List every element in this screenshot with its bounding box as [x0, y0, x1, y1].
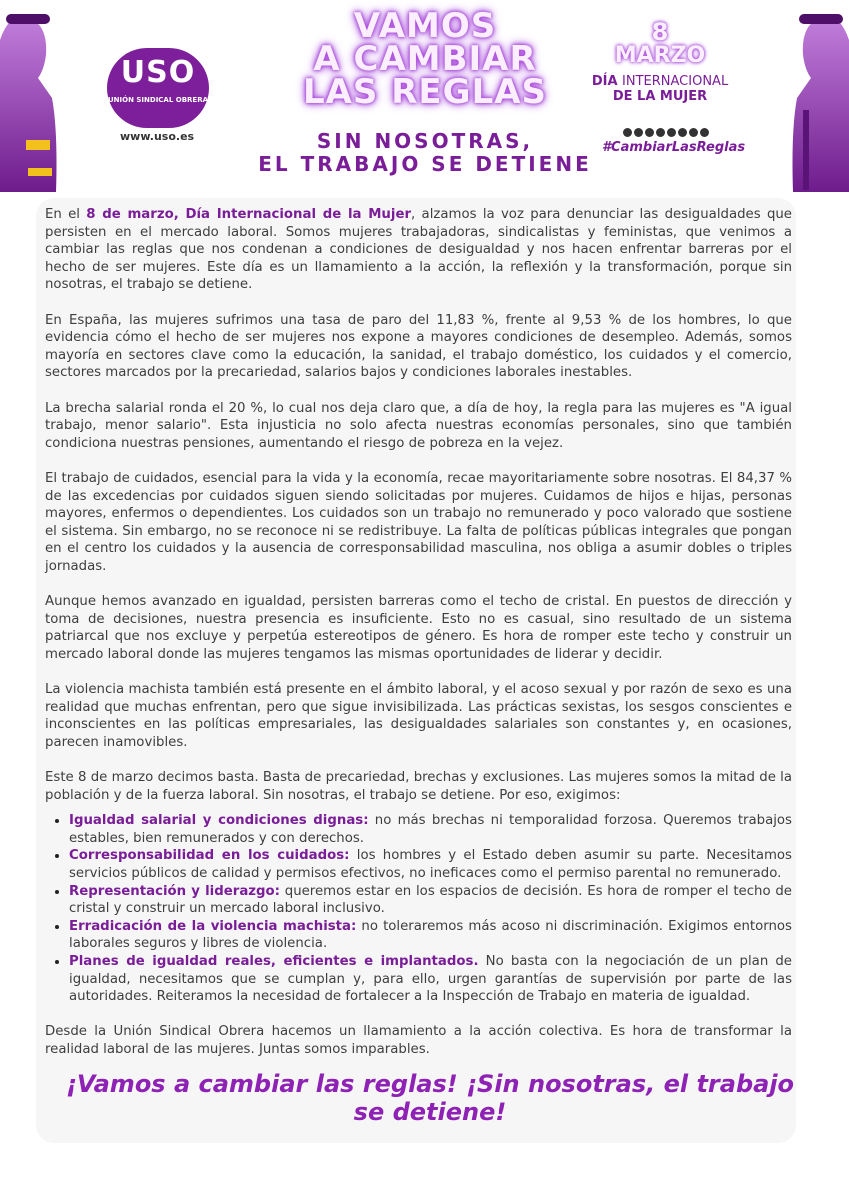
demand-title: Planes de igualdad reales, eficientes e implantados. [69, 953, 479, 969]
title-line-1: VAMOS [353, 6, 497, 46]
list-item [69, 883, 792, 918]
demand-title: Representación y liderazgo: [69, 883, 280, 899]
demand-text: queremos estar en los espacios de decisión. Es hora de romper el techo de cristal y construir un mercado laboral inclusivo. [69, 883, 792, 917]
p1-before: En el [45, 207, 87, 222]
demand-title: Corresponsabilidad en los cuidados: [69, 848, 350, 864]
list-item [69, 953, 792, 1006]
title-line-2: A CAMBIAR [313, 39, 537, 79]
title-line-3: LAS REGLAS [302, 72, 548, 112]
whatsapp-icon[interactable] [700, 128, 709, 137]
demand-text: no más brechas ni temporalidad forzosa. Queremos trabajos estables, bien remunerados y con derechos. [69, 813, 792, 846]
day-name-rest: INTERNACIONAL [622, 74, 729, 89]
youtube-icon[interactable] [656, 128, 665, 137]
paragraph-7: Este 8 de marzo decimos basta. Basta de precariedad, brechas y exclusiones. Las mujeres somos la mitad de la población y de la fuerza laboral. Sin nosotras, el trabajo se detiene. Por eso, exigimos: [45, 770, 792, 803]
day-name-prefix: DÍA [591, 74, 618, 89]
day-name-line-1 [590, 74, 730, 89]
uso-logo [107, 48, 209, 128]
logo-subtitle: UNIÓN SINDICAL OBRERA [107, 96, 209, 104]
paragraph-6: La violencia machista también está presente en el ámbito laboral, y el acoso sexual y por razón de sexo es una realidad que muchas enfrentan, pero que sigue invisibilizada. Las prácticas sexistas, los sesgos conscientes e inconscientes en las políticas empresariales, las desigualdades salariales son constantes y, en ocasiones, parecen inamovibles. [45, 682, 792, 750]
list-item [69, 812, 792, 847]
subtitle-line-1: SIN NOSOTRAS, [316, 129, 534, 153]
date-block [590, 20, 730, 104]
linkedin-icon[interactable] [667, 128, 676, 137]
paragraph-8: Desde la Unión Sindical Obrera hacemos un llamamiento a la acción colectiva. Es hora de transformar la realidad laboral de las mujeres. Juntas somos imparables. [45, 1024, 792, 1057]
day-name-line-2: DE LA MUJER [612, 89, 708, 104]
subtitle [230, 130, 620, 176]
hashtag: #CambiarLasReglas [602, 140, 746, 155]
x-icon[interactable] [645, 128, 654, 137]
tiktok-icon[interactable] [678, 128, 687, 137]
demand-text: no toleraremos más acoso ni discriminación. Exigimos entornos laborales seguros y libres de violencia. [69, 918, 792, 952]
paragraph-5: Aunque hemos avanzado en igualdad, persisten barreras como el techo de cristal. En puestos de dirección y toma de decisiones, nuestra presencia es insuficiente. Esto no es casual, sino resultado de un sistema patriarcal que nos excluye y perpetúa estereotipos de género. Es hora de romper este techo y construir un mercado laboral donde las mujeres tengamos las mismas oportunidades de liderar y decidir. [45, 594, 792, 662]
closing-slogan: ¡Vamos a cambiar las reglas! ¡Sin nosotras, el trabajo se detiene! [65, 1070, 795, 1126]
demand-text: No basta con la negociación de un plan de igualdad, necesitamos que se cumplan y, para ello, urgen garantías de supervisión por parte de las autoridades. Reiteramos la necesidad de fortalecer a la Inspección de Trabajo en materia de igualdad. [69, 953, 792, 1005]
instagram-icon[interactable] [634, 128, 643, 137]
date-month: MARZO [614, 43, 706, 68]
website-link[interactable]: www.uso.es [120, 130, 195, 143]
paragraph-2: En España, las mujeres sufrimos una tasa de paro del 11,83 %, frente al 9,53 % de los hombres, lo que evidencia cómo el hecho de ser mujeres nos expone a mayores condiciones de desempleo. Además, somos mayoría en sectores clave como la educación, la sanidad, el trabajo doméstico, los cuidados y el comercio, sectores marcados por la precariedad, salarios bajos y condiciones laborales inestables. [45, 312, 792, 381]
telegram-icon[interactable] [689, 128, 698, 137]
subtitle-line-2: EL TRABAJO SE DETIENE [258, 152, 592, 176]
paragraph-3: La brecha salarial ronda el 20 %, lo cual nos deja claro que, a día de hoy, la regla para las mujeres es "A igual trabajo, menor salario". Esta injusticia no solo afecta nuestras economías personales, sino que también condiciona nuestras pensiones, aumentando el riesgo de pobreza en la vejez. [45, 400, 792, 451]
demand-title: Erradicación de la violencia machista: [69, 918, 357, 934]
social-icons [623, 128, 709, 137]
demand-title: Igualdad salarial y condiciones dignas: [69, 813, 369, 829]
main-title [270, 6, 580, 112]
date-number: 8 [651, 18, 669, 46]
logo-text: USO [120, 55, 196, 90]
paragraph-4: El trabajo de cuidados, esencial para la vida y la economía, recae mayoritariamente sobre nosotras. El 84,37 % de las excedencias por cuidados siguen siendo solicitadas por mujeres. Cuidamos de hijos e hijas, personas mayores, enfermos o dependientes. Los cuidados son un trabajo no remunerado y poco valorado que sostiene el sistema. Sin embargo, no se reconoce ni se redistribuye. La falta de políticas públicas integrales que pongan en el centro los cuidados y la ausencia de corresponsabilidad masculina, nos obliga a asumir dobles o triples jornadas. [45, 470, 792, 574]
facebook-icon[interactable] [623, 128, 632, 137]
p1-after: , alzamos la voz para denunciar las desigualdades que persisten en el mercado laboral. Somos mujeres trabajadoras, sindicalistas y feministas, que venimos a cambiar las reglas que nos condenan a condiciones de desigualdad y nos hacen enfrentar barreras por el hecho de ser mujeres. Este día es un llamamiento a la acción, la reflexión y la transformación, porque sin nosotras, el trabajo se detiene. [45, 207, 792, 293]
body-text [45, 206, 792, 1076]
demands-list [45, 812, 792, 1006]
header [0, 0, 849, 200]
list-item [69, 847, 792, 882]
woman-silhouette-left-icon [0, 0, 60, 192]
woman-silhouette-right-icon [789, 0, 849, 192]
list-item [69, 918, 792, 953]
p1-highlight: 8 de marzo, Día Internacional de la Mujer [86, 207, 412, 222]
paragraph-1 [45, 206, 792, 294]
demand-text: los hombres y el Estado deben asumir su parte. Necesitamos servicios públicos de calidad y permisos efectivos, no ineficaces como el permiso parental no remunerado. [69, 848, 792, 881]
